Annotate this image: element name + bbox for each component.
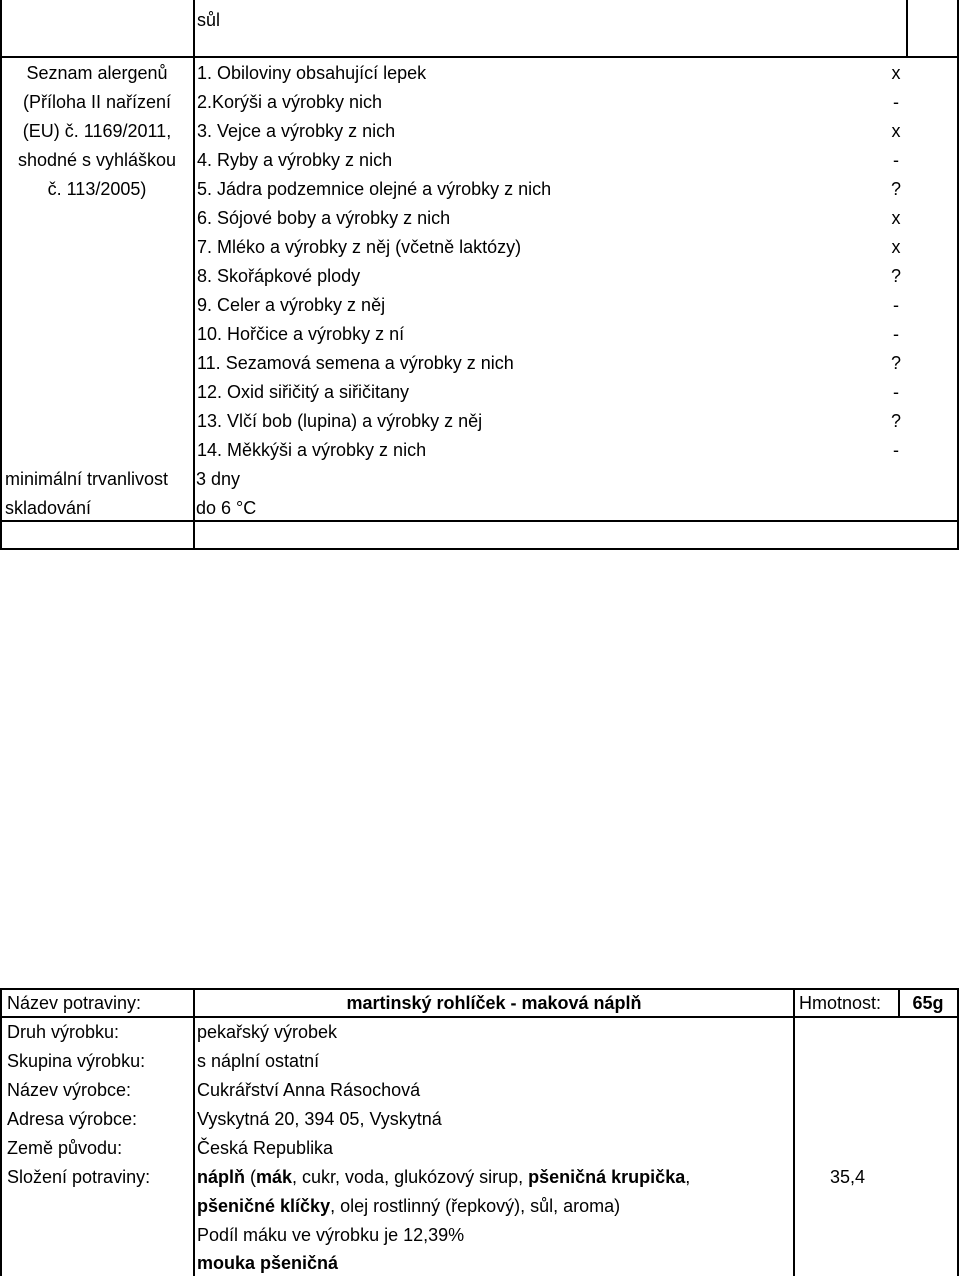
table-row-divider xyxy=(0,56,959,58)
allergen-item-mark: - xyxy=(893,92,899,112)
table-border-bottom xyxy=(0,548,959,550)
manufacturer-value: Cukrářství Anna Rásochová xyxy=(197,1080,421,1100)
allergen-item-mark: - xyxy=(893,382,899,402)
composition-text-part: , cukr, voda, glukózový sirup, xyxy=(292,1167,529,1187)
wheat-flour-text: mouka pšeničná xyxy=(197,1253,339,1273)
allergen-item-label: 4. Ryby a výrobky z nich xyxy=(197,150,393,170)
composition-text-part: , olej rostlinný (řepkový), sůl, aroma) xyxy=(330,1196,621,1216)
allergen-item-mark: ? xyxy=(890,179,901,199)
weight-value: 65g xyxy=(912,993,944,1013)
table-row-divider xyxy=(0,520,959,522)
allergen-heading xyxy=(2,59,192,204)
allergen-heading-line: č. 113/2005) xyxy=(47,179,147,199)
shelf-life-label: minimální trvanlivost xyxy=(5,469,169,489)
product-name-value: martinský rohlíček - maková náplň xyxy=(346,993,642,1013)
allergen-item-label: 1. Obiloviny obsahující lepek xyxy=(197,63,427,83)
address-value: Vyskytná 20, 394 05, Vyskytná xyxy=(197,1109,442,1129)
allergen-item-label: 2.Korýši a výrobky nich xyxy=(197,92,383,112)
composition-text-part: ( xyxy=(245,1167,256,1187)
manufacturer-label: Název výrobce: xyxy=(7,1080,132,1100)
allergen-item-label: 6. Sójové boby a výrobky z nich xyxy=(197,208,451,228)
table-divider-salt-cell xyxy=(906,0,908,58)
product-type-label: Druh výrobku: xyxy=(7,1022,120,1042)
allergen-item-mark: x xyxy=(891,63,901,83)
product-name-label: Název potraviny: xyxy=(7,993,142,1013)
allergen-item-label: 9. Celer a výrobky z něj xyxy=(197,295,386,315)
info-border-left xyxy=(0,988,2,1276)
allergen-item-mark: - xyxy=(893,440,899,460)
table-border-right xyxy=(957,0,959,550)
allergen-item-mark: - xyxy=(893,150,899,170)
composition-amount: 35,4 xyxy=(830,1167,866,1187)
allergen-item-mark: ? xyxy=(890,411,901,431)
allergen-item-mark: x xyxy=(891,121,901,141)
composition-semolina: pšeničná krupička xyxy=(528,1167,686,1187)
composition-wheat-germ: pšeničné klíčky xyxy=(197,1196,331,1216)
composition-text-line2 xyxy=(197,1192,620,1221)
origin-value: Česká Republika xyxy=(197,1138,334,1158)
composition-text-part: , xyxy=(685,1167,691,1187)
shelf-life-value: 3 dny xyxy=(196,469,241,489)
allergen-heading-line: Seznam alergenů xyxy=(26,63,168,83)
allergen-item-label: 13. Vlčí bob (lupina) a výrobky z něj xyxy=(197,411,483,431)
composition-poppy: mák xyxy=(256,1167,293,1187)
allergen-item-label: 5. Jádra podzemnice olejné a výrobky z nich xyxy=(197,179,552,199)
info-divider-label-column xyxy=(193,988,195,1276)
allergen-item-label: 10. Hořčice a výrobky z ní xyxy=(197,324,405,344)
allergen-item-label: 3. Vejce a výrobky z nich xyxy=(197,121,396,141)
poppy-share-text: Podíl máku ve výrobku je 12,39% xyxy=(197,1225,465,1245)
allergen-item-label: 12. Oxid siřičitý a siřičitany xyxy=(197,382,410,402)
address-label: Adresa výrobce: xyxy=(7,1109,138,1129)
info-divider-amount-column xyxy=(793,988,795,1276)
allergen-item-mark: x xyxy=(891,208,901,228)
salt-text: sůl xyxy=(197,10,221,30)
product-group-label: Skupina výrobku: xyxy=(7,1051,146,1071)
info-border-right xyxy=(957,988,959,1276)
allergen-heading-line: (EU) č. 1169/2011, xyxy=(22,121,172,141)
allergen-item-mark: - xyxy=(893,324,899,344)
origin-label: Země původu: xyxy=(7,1138,123,1158)
composition-label: Složení potraviny: xyxy=(7,1167,151,1187)
allergen-item-mark: ? xyxy=(890,353,901,373)
table-divider-first-column xyxy=(193,0,195,550)
composition-filling: náplň xyxy=(197,1167,245,1187)
allergen-item-mark: ? xyxy=(890,266,901,286)
allergen-item-mark: x xyxy=(891,237,901,257)
allergen-heading-line: (Příloha II nařízení xyxy=(22,92,172,112)
product-type-value: pekařský výrobek xyxy=(197,1022,338,1042)
allergen-item-label: 8. Skořápkové plody xyxy=(197,266,361,286)
allergen-item-label: 14. Měkkýši a výrobky z nich xyxy=(197,440,427,460)
product-group-value: s náplní ostatní xyxy=(197,1051,320,1071)
storage-value: do 6 °C xyxy=(196,498,257,518)
weight-label: Hmotnost: xyxy=(799,993,882,1013)
allergen-item-label: 11. Sezamová semena a výrobky z nich xyxy=(197,353,514,373)
composition-text xyxy=(197,1163,690,1192)
allergen-item-mark: - xyxy=(893,295,899,315)
storage-label: skladování xyxy=(5,498,92,518)
allergen-item-label: 7. Mléko a výrobky z něj (včetně laktózy) xyxy=(197,237,522,257)
allergen-heading-line: shodné s vyhláškou xyxy=(17,150,177,170)
